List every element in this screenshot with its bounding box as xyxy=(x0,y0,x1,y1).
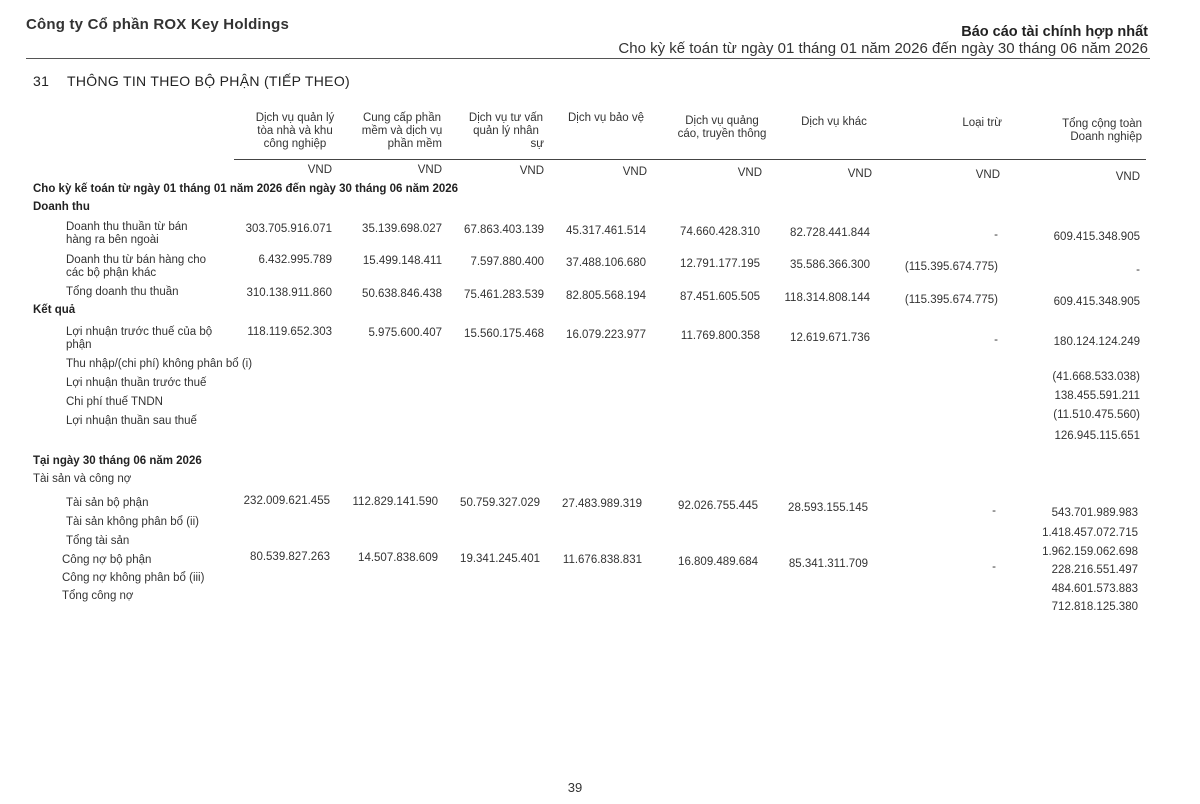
row-label-segment-liabilities: Công nợ bộ phận xyxy=(62,554,152,566)
cell-value: 303.705.916.071 xyxy=(245,223,332,235)
results-heading: Kết quả xyxy=(33,304,76,316)
unit-label: VND xyxy=(1115,171,1140,183)
unit-label: VND xyxy=(975,169,1000,181)
cell-value: 37.488.106.680 xyxy=(566,257,646,269)
cell-value: - xyxy=(992,561,996,573)
col-header-hr-consulting: Dịch vụ tư vấn quản lý nhân sự xyxy=(468,112,544,150)
cell-value: 228.216.551.497 xyxy=(1051,564,1138,576)
row-label-profit-after-tax: Lợi nhuận thuần sau thuế xyxy=(66,415,197,427)
cell-value: (115.395.674.775) xyxy=(904,261,998,273)
cell-value: 27.483.989.319 xyxy=(562,498,642,510)
cell-value: 15.560.175.468 xyxy=(464,328,544,340)
cell-value: 14.507.838.609 xyxy=(358,552,438,564)
cell-value: 712.818.125.380 xyxy=(1051,601,1138,613)
company-name: Công ty Cổ phần ROX Key Holdings xyxy=(26,16,290,33)
unit-label: VND xyxy=(307,164,332,176)
row-label-external-revenue: Doanh thu thuần từ bán hàng ra bên ngoài xyxy=(66,221,188,246)
header-divider xyxy=(26,58,1150,59)
period-heading: Cho kỳ kế toán từ ngày 01 tháng 01 năm 2026 đến ngày 30 tháng 06 năm 2026 xyxy=(33,183,459,195)
row-label-intersegment-revenue: Doanh thu từ bán hàng cho các bộ phận khác xyxy=(66,254,207,279)
cell-value: 126.945.115.651 xyxy=(1054,430,1140,442)
cell-value: 1.418.457.072.715 xyxy=(1042,527,1138,539)
cell-value: 80.539.827.263 xyxy=(250,551,330,563)
cell-value: 138.455.591.211 xyxy=(1054,390,1140,402)
col-header-software: Cung cấp phần mềm và dịch vụ phần mềm xyxy=(361,112,443,150)
cell-value: 232.009.621.455 xyxy=(243,495,330,507)
section-number: 31 xyxy=(33,73,50,89)
report-title: Báo cáo tài chính hợp nhất xyxy=(961,24,1148,40)
cell-value: 12.619.671.736 xyxy=(790,332,870,344)
cell-value: 35.139.698.027 xyxy=(362,223,442,235)
column-header-rule xyxy=(234,159,1146,160)
section-heading xyxy=(33,73,350,89)
cell-value: 118.314.808.144 xyxy=(784,292,870,304)
cell-value: 6.432.995.789 xyxy=(258,254,332,266)
cell-value: 112.829.141.590 xyxy=(352,496,438,508)
unit-label: VND xyxy=(622,166,647,178)
cell-value: 1.962.159.062.698 xyxy=(1042,546,1138,558)
col-header-total: Tổng cộng toàn Doanh nghiệp xyxy=(1062,118,1142,143)
page-number: 39 xyxy=(567,780,583,795)
row-label-unallocated-assets: Tài sản không phân bổ (ii) xyxy=(66,516,199,528)
row-label-segment-assets: Tài sản bộ phận xyxy=(66,497,149,509)
unit-label: VND xyxy=(847,168,872,180)
row-label-total-liabilities: Tổng công nợ xyxy=(62,590,134,602)
cell-value: 45.317.461.514 xyxy=(566,225,646,237)
cell-value: 92.026.755.445 xyxy=(678,500,758,512)
cell-value: 609.415.348.905 xyxy=(1053,231,1140,243)
cell-value: 82.805.568.194 xyxy=(566,290,646,302)
cell-value: - xyxy=(992,505,996,517)
revenue-heading: Doanh thu xyxy=(33,201,90,213)
cell-value: 85.341.311.709 xyxy=(788,558,868,570)
cell-value: 16.079.223.977 xyxy=(566,329,646,341)
cell-value: (115.395.674.775) xyxy=(904,294,998,306)
col-header-security: Dịch vụ bảo vệ xyxy=(567,112,645,124)
cell-value: 75.461.283.539 xyxy=(464,289,544,301)
report-period: Cho kỳ kế toán từ ngày 01 tháng 01 năm 2026 đến ngày 30 tháng 06 năm 2026 xyxy=(618,40,1148,57)
cell-value: 310.138.911.860 xyxy=(246,287,332,299)
row-label-profit-before-tax: Lợi nhuận thuần trước thuế xyxy=(66,377,207,389)
cell-value: 35.586.366.300 xyxy=(790,259,870,271)
assets-liabilities-subheading: Tài sản và công nợ xyxy=(33,473,132,485)
row-label-total-assets: Tổng tài sản xyxy=(66,535,130,547)
row-label-cit-expense: Chi phí thuế TNDN xyxy=(66,396,163,408)
col-header-advertising: Dịch vụ quảng cáo, truyền thông xyxy=(677,115,767,140)
cell-value: 11.769.800.358 xyxy=(680,330,760,342)
cell-value: - xyxy=(994,334,998,346)
unit-label: VND xyxy=(519,165,544,177)
cell-value: 82.728.441.844 xyxy=(790,227,870,239)
cell-value: 87.451.605.505 xyxy=(680,291,760,303)
cell-value: 19.341.245.401 xyxy=(460,553,540,565)
unit-label: VND xyxy=(417,164,442,176)
cell-value: - xyxy=(1136,264,1140,276)
cell-value: 16.809.489.684 xyxy=(678,556,758,568)
row-label-total-revenue: Tổng doanh thu thuần xyxy=(66,286,179,298)
cell-value: 5.975.600.407 xyxy=(368,327,442,339)
cell-value: 50.759.327.029 xyxy=(460,497,540,509)
col-header-building-mgmt: Dịch vụ quản lý tòa nhà và khu công nghiệp xyxy=(255,112,335,150)
col-header-elimination: Loại trừ xyxy=(962,117,1002,129)
cell-value: 74.660.428.310 xyxy=(680,226,760,238)
cell-value: 28.593.155.145 xyxy=(788,502,868,514)
cell-value: (11.510.475.560) xyxy=(1053,409,1140,421)
balance-date-heading: Tại ngày 30 tháng 06 năm 2026 xyxy=(33,455,202,467)
cell-value: 543.701.989.983 xyxy=(1051,507,1138,519)
cell-value: 484.601.573.883 xyxy=(1051,583,1138,595)
row-label-unallocated-liabilities: Công nợ không phân bổ (iii) xyxy=(62,572,205,584)
cell-value: 118.119.652.303 xyxy=(247,326,332,338)
cell-value: 15.499.148.411 xyxy=(362,255,442,267)
cell-value: 12.791.177.195 xyxy=(680,258,760,270)
cell-value: 609.415.348.905 xyxy=(1053,296,1140,308)
cell-value: (41.668.533.038) xyxy=(1052,371,1140,383)
cell-value: 11.676.838.831 xyxy=(562,554,642,566)
cell-value: 7.597.880.400 xyxy=(470,256,544,268)
cell-value: - xyxy=(994,229,998,241)
col-header-other: Dịch vụ khác xyxy=(801,116,867,128)
row-label-segment-profit: Lợi nhuận trước thuế của bộ phận xyxy=(66,326,213,351)
cell-value: 180.124.124.249 xyxy=(1053,336,1140,348)
unit-label: VND xyxy=(737,167,762,179)
section-title: THÔNG TIN THEO BỘ PHẬN (TIẾP THEO) xyxy=(67,73,350,89)
row-label-unallocated-income: Thu nhập/(chi phí) không phân bổ (i) xyxy=(66,358,253,370)
cell-value: 67.863.403.139 xyxy=(464,224,544,236)
cell-value: 50.638.846.438 xyxy=(362,288,442,300)
